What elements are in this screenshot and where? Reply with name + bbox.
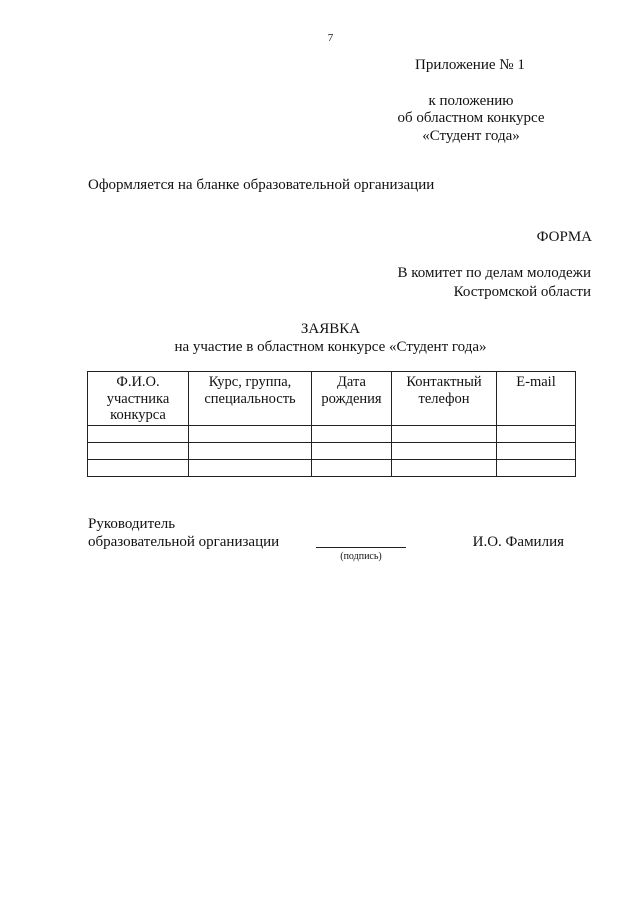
table-cell[interactable] <box>392 426 497 443</box>
column-header-birthdate: Дата рождения <box>312 372 392 426</box>
signatory-position: образовательной организации <box>88 534 280 550</box>
table-cell[interactable] <box>189 443 312 460</box>
table-cell[interactable] <box>312 426 392 443</box>
table-cell[interactable] <box>497 426 576 443</box>
signatory-name: И.О. Фамилия <box>472 534 564 550</box>
appendix-line: «Студент года» <box>422 128 520 144</box>
table-cell[interactable] <box>497 443 576 460</box>
addressee-line: Костромской области <box>453 284 591 300</box>
document-heading: ЗАЯВКА <box>300 321 361 337</box>
table-row <box>88 426 576 443</box>
page-number: 7 <box>327 32 334 44</box>
column-header-email: E-mail <box>497 372 576 426</box>
table-cell[interactable] <box>392 460 497 477</box>
table-cell[interactable] <box>88 426 189 443</box>
table-header-row <box>88 372 576 426</box>
table-cell[interactable] <box>312 460 392 477</box>
table-row <box>88 460 576 477</box>
appendix-line: об областном конкурсе <box>397 110 545 126</box>
addressee-line: В комитет по делам молодежи <box>397 265 591 281</box>
appendix-title: Приложение № 1 <box>415 57 525 73</box>
table-row <box>88 443 576 460</box>
document-subheading: на участие в областном конкурсе «Студент года» <box>174 339 487 355</box>
table-cell[interactable] <box>497 460 576 477</box>
application-table <box>87 371 576 477</box>
form-label: ФОРМА <box>536 229 592 245</box>
appendix-line: к положению <box>428 93 514 109</box>
letterhead-note: Оформляется на бланке образовательной организации <box>88 177 435 193</box>
table-cell[interactable] <box>88 460 189 477</box>
signatory-position: Руководитель <box>88 516 176 532</box>
column-header-fio: Ф.И.О. участника конкурса <box>88 372 189 426</box>
column-header-course: Курс, группа, специальность <box>189 372 312 426</box>
table-cell[interactable] <box>312 443 392 460</box>
table-cell[interactable] <box>88 443 189 460</box>
table-cell[interactable] <box>392 443 497 460</box>
signature-line[interactable] <box>316 547 406 548</box>
table-cell[interactable] <box>189 460 312 477</box>
table-cell[interactable] <box>189 426 312 443</box>
column-header-phone: Контактный телефон <box>392 372 497 426</box>
signature-caption: (подпись) <box>340 551 382 562</box>
